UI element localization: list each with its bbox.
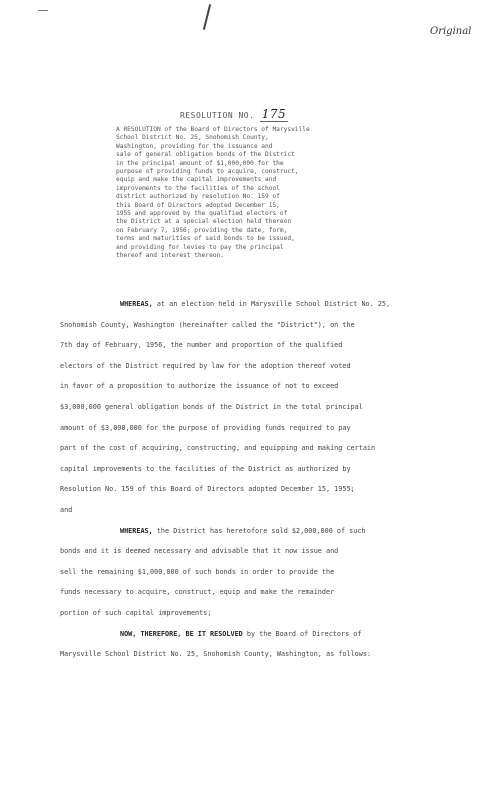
title-line: improvements to the facilities of the school: [116, 184, 280, 192]
body-line: portion of such capital improvements;: [60, 608, 212, 617]
body-line: 7th day of February, 1956, the number and proportion of the qualified: [60, 341, 343, 350]
body-line: amount of $3,000,000 for the purpose of providing funds required to pay: [60, 423, 351, 432]
resolution-label: RESOLUTION NO.: [180, 111, 255, 120]
whereas-lead: WHEREAS,: [120, 300, 153, 308]
title-line: A RESOLUTION of the Board of Directors of Marysville: [116, 126, 310, 133]
handwritten-stroke: [203, 4, 211, 30]
resolution-number-heading: [180, 107, 288, 121]
title-line: terms and maturities of said bonds to be issued,: [116, 235, 295, 243]
body-line: in favor of a proposition to authorize the issuance of not to exceed: [60, 382, 339, 391]
top-left-mark: [38, 10, 48, 17]
body-line: [60, 294, 472, 315]
title-line: School District No. 25, Snohomish County,: [116, 134, 269, 142]
title-line: district authorized by resolution No. 159 of: [116, 193, 280, 201]
body-line: funds necessary to acquire, construct, equip and make the remainder: [60, 588, 335, 597]
resolution-body: [60, 294, 472, 665]
body-line: $3,000,000 general obligation bonds of the District in the total principal: [60, 402, 363, 411]
body-line: [60, 521, 472, 542]
whereas-lead: WHEREAS,: [120, 526, 153, 535]
body-line: Snohomish County, Washington (hereinafter called the "District"), on the: [60, 320, 355, 329]
title-line: this Board of Directors adopted December 15,: [116, 201, 280, 209]
body-text-segment: the District has heretofore sold $2,000,000 of such: [156, 526, 366, 535]
title-line: sale of general obligation bonds of the District: [116, 151, 295, 159]
title-line: on February 7, 1956; providing the date, form,: [116, 226, 288, 234]
body-text-segment: at an election held in Marysville School District No. 25,: [156, 300, 391, 308]
title-line: in the principal amount of $1,000,000 for the: [116, 159, 284, 167]
body-line: part of the cost of acquiring, constructing, and equipping and making certain: [60, 444, 376, 453]
body-text-segment: by the Board of Directors of: [246, 629, 362, 638]
body-line: electors of the District required by law for the adoption thereof voted: [60, 361, 351, 370]
body-line: Resolution No. 159 of this Board of Directors adopted December 15, 1955;: [60, 485, 355, 494]
body-line: bonds and it is deemed necessary and advisable that it now issue and: [60, 547, 339, 556]
title-line: 1955 and approved by the qualified electors of: [116, 210, 288, 218]
body-line: sell the remaining $1,000,000 of such bonds in order to provide the: [60, 567, 335, 576]
title-line: Washington, providing for the issuance and: [116, 142, 273, 150]
title-line: thereof and interest thereon.: [116, 252, 225, 260]
original-stamp: Original: [430, 26, 472, 37]
title-line: purpose of providing funds to acquire, construct,: [116, 168, 299, 176]
resolved-lead: NOW, THEREFORE, BE IT RESOLVED: [120, 629, 243, 638]
title-line: the District at a special election held thereon: [116, 218, 292, 226]
title-line: and providing for levies to pay the principal: [116, 243, 284, 251]
body-line: [60, 624, 472, 645]
body-line: and: [60, 505, 73, 514]
body-line: Marysville School District No. 25, Snohomish County, Washington, as follows:: [60, 650, 371, 659]
resolution-title: [116, 126, 366, 261]
title-line: equip and make the capital improvements and: [116, 176, 277, 184]
resolution-number: 175: [261, 107, 287, 121]
body-line: capital improvements to the facilities of the District as authorized by: [60, 464, 351, 473]
